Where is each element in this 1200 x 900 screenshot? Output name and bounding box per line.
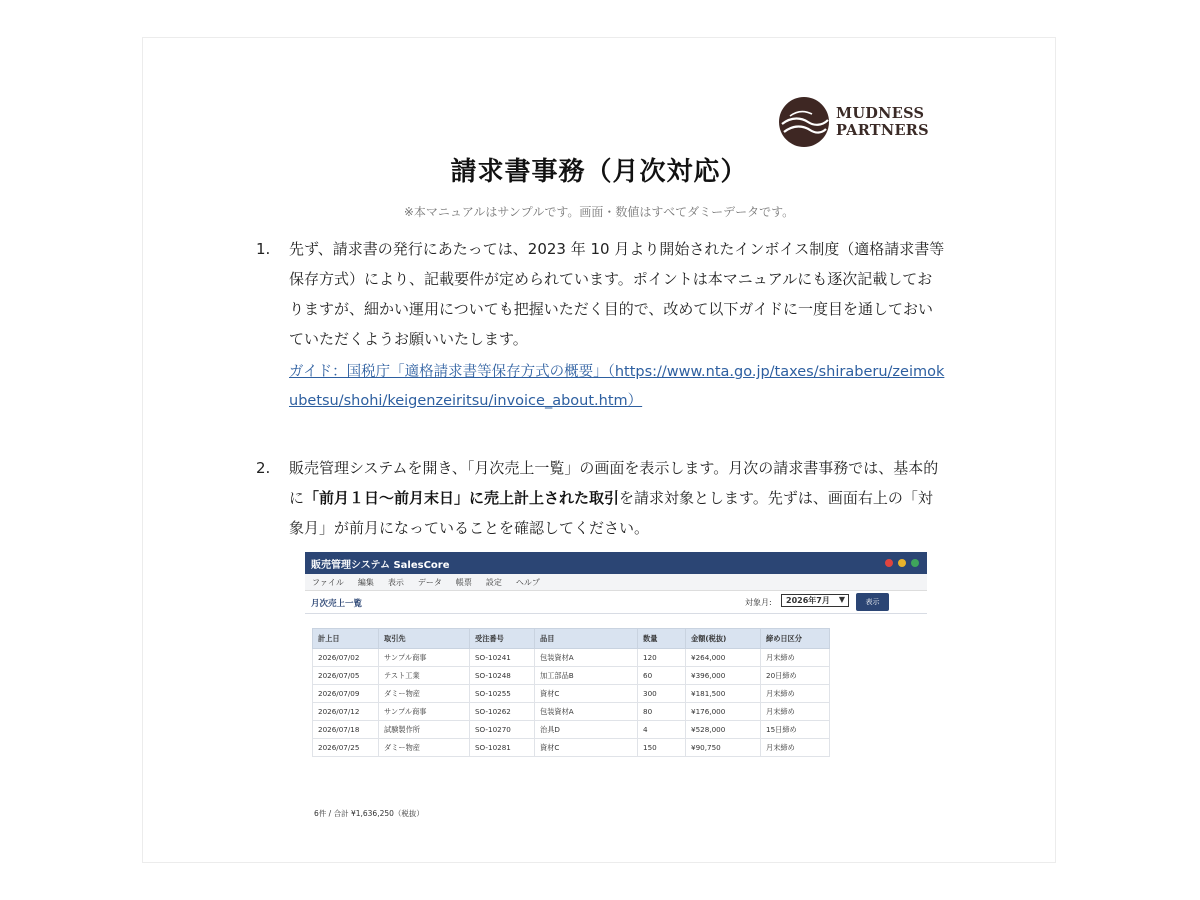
table-row[interactable] [313, 649, 830, 667]
sample-note: ※本マニュアルはサンプルです。画面・数値はすべてダミーデータです。 [403, 205, 795, 219]
step-text: 先ず、請求書の発行にあたっては、2023 年 10 月より開始されたインボイス制度（適格請求書等保存方式）により、記載要件が定められています。ポイントは本マニュアルにも逐次記載しておりますが、細かい運用についても把握いただく目的で、改めて以下ガイドに一度目を通しておいていただくようお願いいたします。 [289, 240, 945, 348]
table-cell: ¥176,000 [686, 703, 761, 721]
table-cell: 2026/07/09 [313, 685, 379, 703]
table-cell: ダミー物産 [379, 739, 470, 757]
step-2 [256, 453, 946, 543]
table-cell: 150 [638, 739, 686, 757]
step-number: 1. [256, 240, 271, 258]
step-number: 2. [256, 459, 271, 477]
page-title: 請求書事務（月次対応） [450, 157, 748, 187]
app-titlebar [305, 552, 927, 574]
menu-file[interactable]: ファイル [312, 577, 344, 587]
dropdown-arrow-icon: ▼ [838, 595, 845, 604]
col-header[interactable]: 取引先 [379, 629, 470, 649]
menu-report[interactable]: 帳票 [455, 577, 472, 587]
table-cell: 包装資材A [535, 649, 638, 667]
maximize-dot-icon[interactable] [911, 559, 919, 567]
table-cell: 2026/07/25 [313, 739, 379, 757]
table-cell: SO-10255 [470, 685, 535, 703]
table-row[interactable] [313, 667, 830, 685]
app-screenshot [305, 552, 927, 818]
target-period-emphasis: 「前月１日〜前月末日」に売上計上された取引 [304, 489, 620, 507]
table-cell: SO-10281 [470, 739, 535, 757]
table-row[interactable] [313, 739, 830, 757]
month-label: 対象月: [745, 598, 772, 607]
table-cell: ¥528,000 [686, 721, 761, 739]
table-cell: 2026/07/12 [313, 703, 379, 721]
month-select[interactable]: 2026年7月 ▼ [781, 594, 849, 607]
table-cell: サンプル商事 [379, 703, 470, 721]
table-cell: 15日締め [761, 721, 830, 739]
guide-link[interactable]: ガイド：国税庁「適格請求書等保存方式の概要」（https://www.nta.go.jp/taxes/shiraberu/zeimokubetsu/shohi/keigenzeiritsu/invoice_about.htm） [289, 364, 945, 409]
app-menubar [305, 574, 927, 591]
table-cell: ダミー物産 [379, 685, 470, 703]
table-cell: テスト工業 [379, 667, 470, 685]
table-cell: SO-10241 [470, 649, 535, 667]
menu-data[interactable]: データ [417, 577, 442, 587]
table-cell: 資材C [535, 739, 638, 757]
table-cell: 治具D [535, 721, 638, 739]
logo-emblem-icon [778, 96, 830, 148]
manual-page [142, 37, 1056, 863]
col-header[interactable]: 受注番号 [470, 629, 535, 649]
table-cell: サンプル商事 [379, 649, 470, 667]
table-cell: 60 [638, 667, 686, 685]
table-cell: 2026/07/18 [313, 721, 379, 739]
table-cell: 2026/07/02 [313, 649, 379, 667]
table-cell: ¥264,000 [686, 649, 761, 667]
close-dot-icon[interactable] [885, 559, 893, 567]
company-logo [778, 96, 929, 148]
screen-title: 月次売上一覧 [311, 599, 363, 609]
table-cell: 試験製作所 [379, 721, 470, 739]
table-cell: SO-10270 [470, 721, 535, 739]
app-title: 販売管理システム SalesCore [311, 559, 450, 571]
table-cell: 月末締め [761, 685, 830, 703]
table-header-row [313, 629, 830, 649]
menu-edit[interactable]: 編集 [357, 577, 374, 587]
table-cell: ¥181,500 [686, 685, 761, 703]
col-header[interactable]: 金額(税抜) [686, 629, 761, 649]
menu-view[interactable]: 表示 [387, 577, 404, 587]
table-cell: 4 [638, 721, 686, 739]
col-header[interactable]: 計上日 [313, 629, 379, 649]
table-cell: 月末締め [761, 649, 830, 667]
menu-settings[interactable]: 設定 [485, 577, 502, 587]
table-cell: 300 [638, 685, 686, 703]
table-row[interactable] [313, 685, 830, 703]
menu-help[interactable]: ヘルプ [515, 577, 540, 587]
table-row[interactable] [313, 703, 830, 721]
logo-line2: PARTNERS [836, 122, 929, 139]
table-cell: 月末締め [761, 703, 830, 721]
table-cell: 80 [638, 703, 686, 721]
col-header[interactable]: 締め日区分 [761, 629, 830, 649]
table-cell: ¥90,750 [686, 739, 761, 757]
table-row[interactable] [313, 721, 830, 739]
table-cell: 120 [638, 649, 686, 667]
table-cell: SO-10262 [470, 703, 535, 721]
table-cell: 加工部品B [535, 667, 638, 685]
col-header[interactable]: 数量 [638, 629, 686, 649]
logo-wordmark [836, 105, 929, 139]
table-cell: 資材C [535, 685, 638, 703]
table-cell: SO-10248 [470, 667, 535, 685]
col-header[interactable]: 品目 [535, 629, 638, 649]
table-cell: ¥396,000 [686, 667, 761, 685]
table-summary: 6件 / 合計 ¥1,636,250（税抜） [314, 809, 424, 818]
show-button[interactable]: 表示 [856, 593, 889, 611]
table-cell: 包装資材A [535, 703, 638, 721]
logo-line1: MUDNESS [836, 105, 925, 122]
window-controls [885, 559, 919, 567]
table-cell: 20日締め [761, 667, 830, 685]
minimize-dot-icon[interactable] [898, 559, 906, 567]
step-text: 販売管理システムを開き、「月次売上一覧」の画面を表示します。月次の請求書事務では、基本的に「前月１日〜前月末日」に売上計上された取引を請求対象とします。先ずは、画面右上の「対象月」が前月になっていることを確認してください。 [289, 459, 939, 537]
step-1 [256, 234, 946, 416]
table-cell: 2026/07/05 [313, 667, 379, 685]
table-cell: 月末締め [761, 739, 830, 757]
sales-table [312, 628, 830, 757]
app-toolbar [305, 591, 927, 614]
